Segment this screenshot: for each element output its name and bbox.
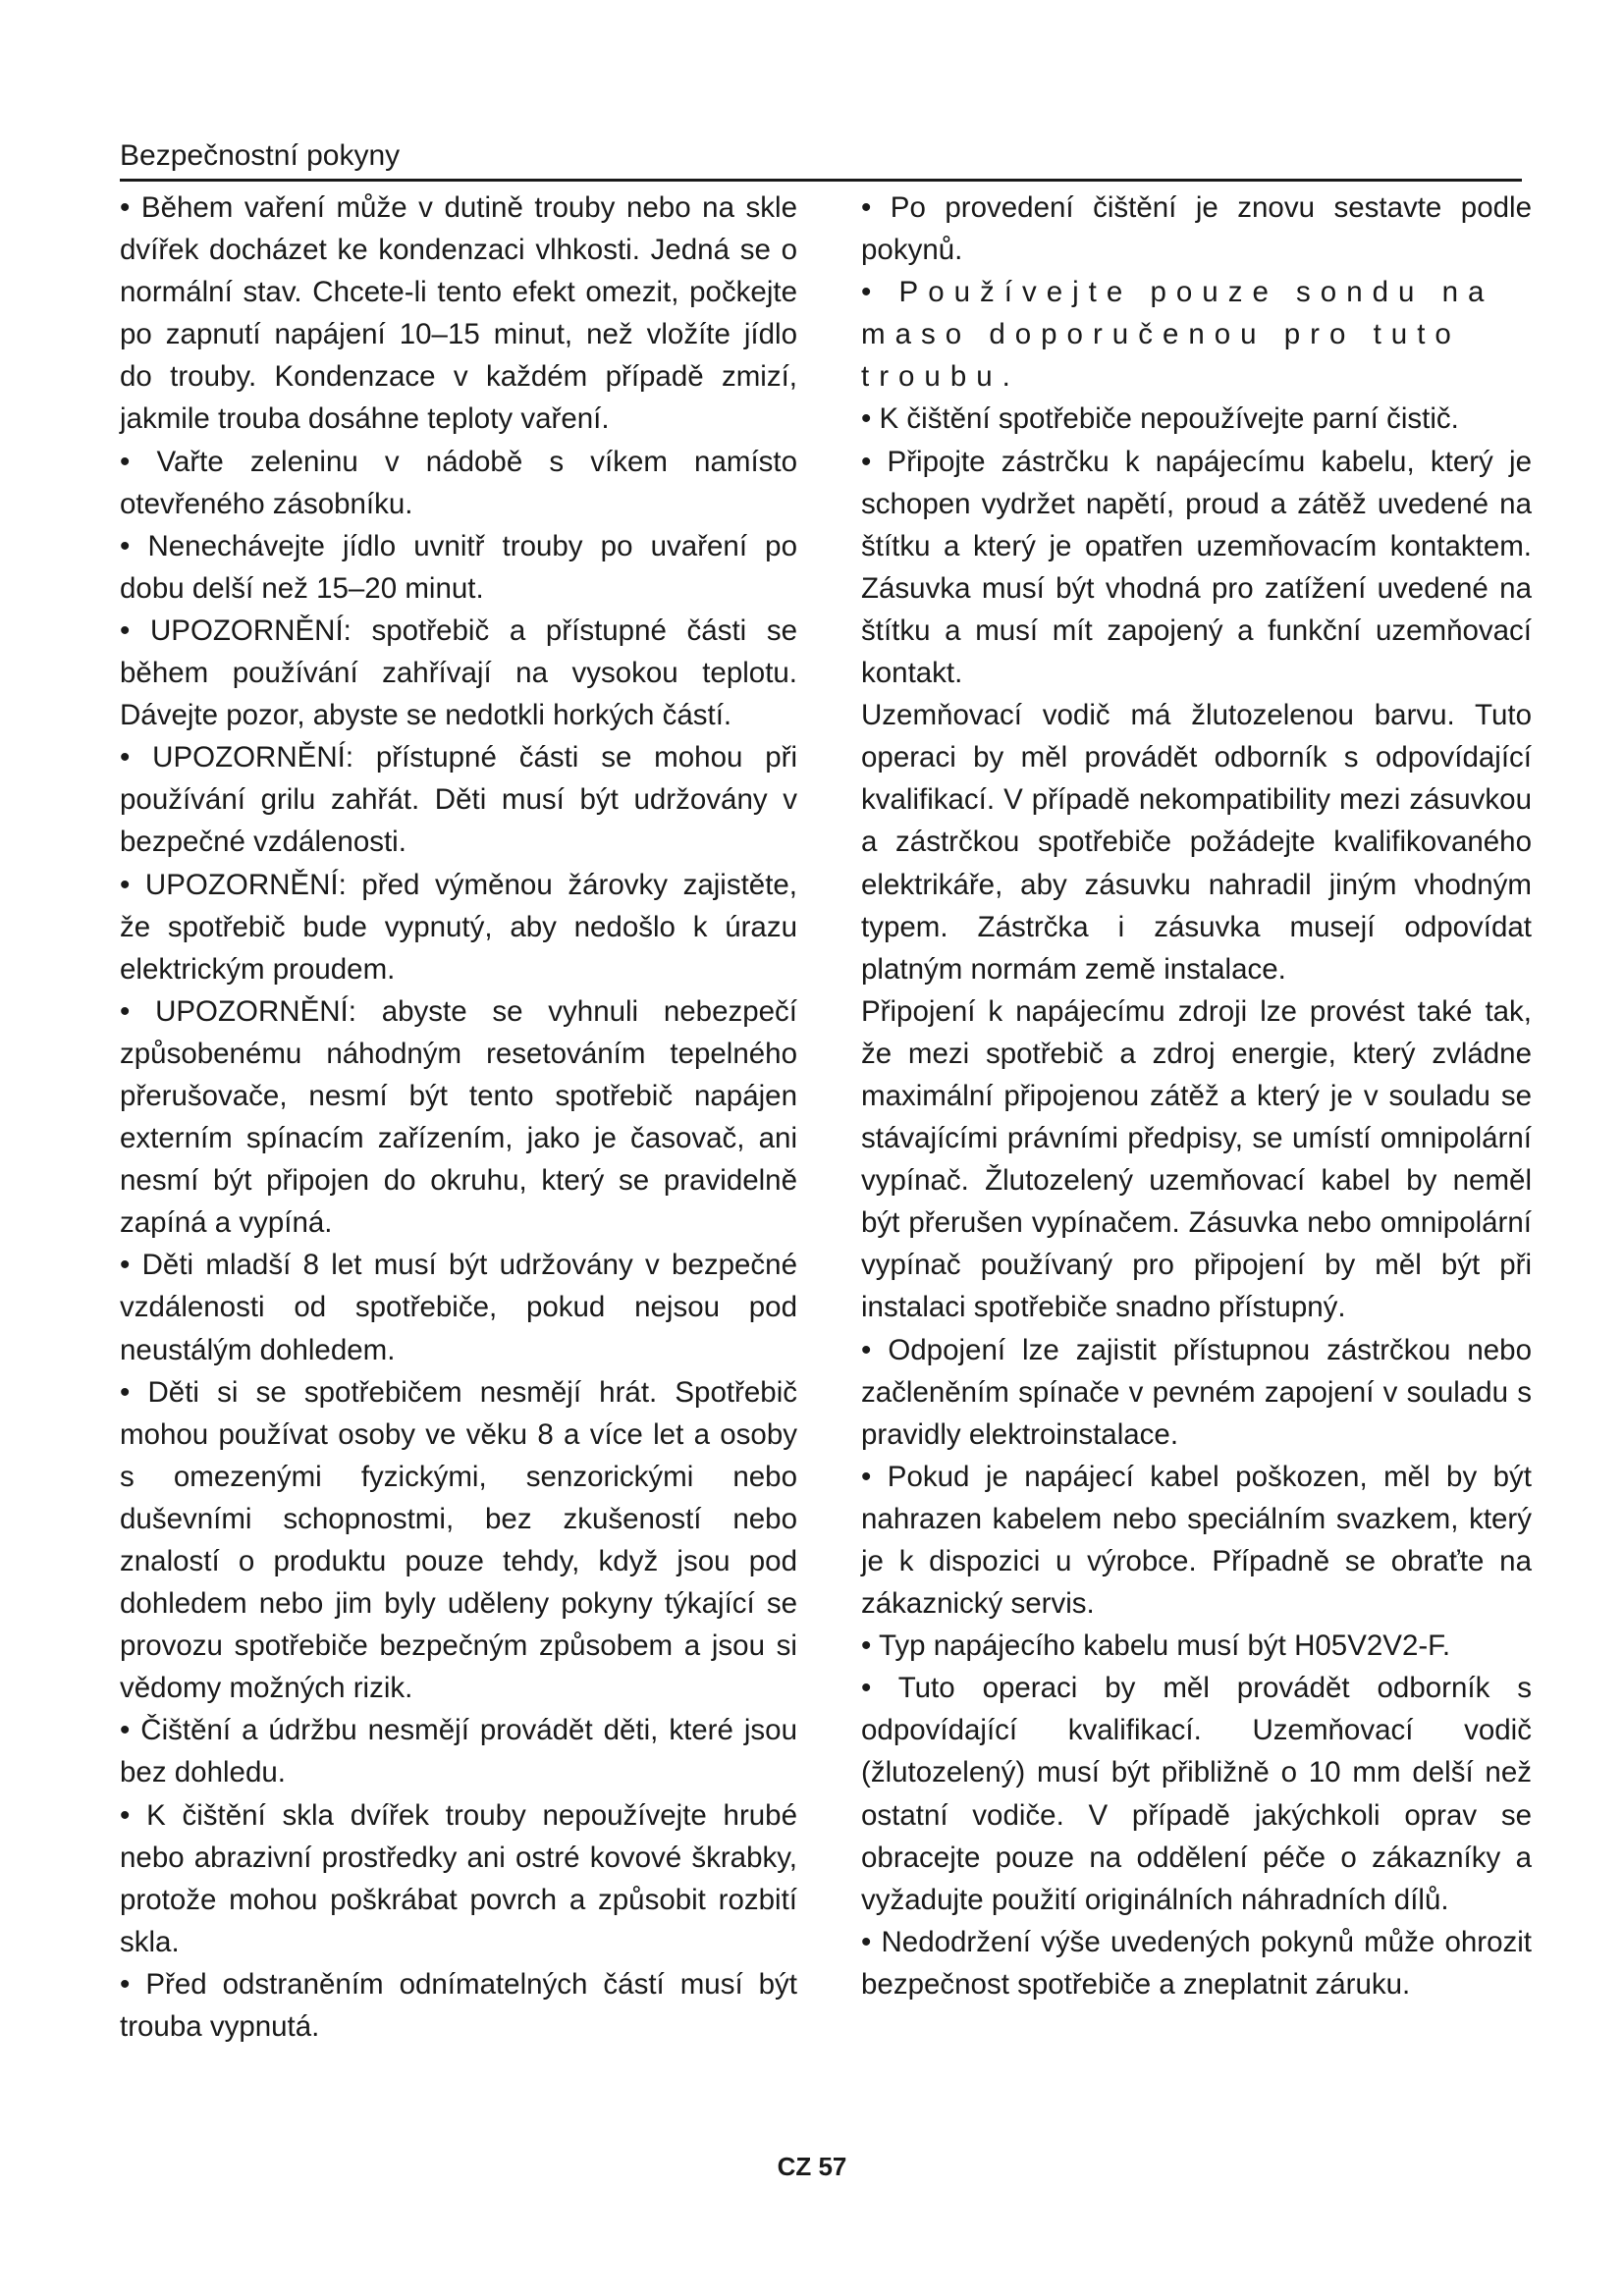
paragraph-disconnection: • Odpojení lze zajistit přístupnou zástrčkou nebo začleněním spínače v pevném zapojení v souladu s pravidly elektroinstalace. (861, 1333, 1532, 1451)
paragraph-condensation: • Během vaření může v dutině trouby nebo na skle dvířek docházet ke kondenzaci vlhkosti. Jedná se o normální stav. Chcete-li tento efekt omezit, počkejte po zapnutí napájení 10–15 minut, než vložíte jídlo do trouby. Kondenzace v každém případě zmizí, jakmile trouba dosáhne teploty vaření. (120, 191, 797, 436)
paragraph-warning-hot-parts: • UPOZORNĚNÍ: spotřebič a přístupné části se během používání zahřívají na vysokou teplotu. Dávejte pozor, abyste se nedotkli horkých částí. (120, 614, 797, 732)
paragraph-warning-thermal-cutout: • UPOZORNĚNÍ: abyste se vyhnuli nebezpečí způsobenému náhodným resetováním tepelného přerušovače, nesmí být tento spotřebič napájen externím spínacím zařízením, jako je časovač, ani nesmí být připojen do okruhu, který se pravidelně zapíná a vypíná. (120, 994, 797, 1240)
paragraph-cleaning-children: • Čištění a údržbu nesmějí provádět děti, které jsou bez dohledu. (120, 1714, 797, 1789)
paragraph-removing-parts: • Před odstraněním odnímatelných částí musí být trouba vypnutá. (120, 1967, 797, 2044)
left-column (120, 187, 797, 2048)
paragraph-door-glass-cleaning: • K čištění skla dvířek trouby nepoužívejte hrubé nebo abrazivní prostředky ani ostré kovové škrabky, protože mohou poškrábat povrch a způsobit rozbití skla. (120, 1798, 797, 1958)
paragraph-non-compliance: • Nedodržení výše uvedených pokynů může ohrozit bezpečnost spotřebiče a zneplatnit záruku. (861, 1925, 1532, 2001)
page-number: CZ 57 (777, 2152, 847, 2181)
section-title: Bezpečnostní pokyny (120, 139, 401, 172)
paragraph-warning-bulb: • UPOZORNĚNÍ: před výměnou žárovky zajistěte, že spotřebič bude vypnutý, aby nedošlo k úrazu elektrickým proudem. (120, 868, 797, 986)
paragraph-meat-probe: • Používejte pouze sondu na maso doporučenou pro tuto troubu. (861, 276, 1494, 394)
paragraph-food-left-inside: • Nenechávejte jídlo uvnitř trouby po uvaření po dobu delší než 15–20 minut. (120, 529, 797, 605)
paragraph-vegetables: • Vařte zeleninu v nádobě s víkem namísto otevřeného zásobníku. (120, 445, 797, 520)
paragraph-warning-grill: • UPOZORNĚNÍ: přístupné části se mohou při používání grilu zahřát. Děti musí být udržovány v bezpečné vzdálenosti. (120, 741, 797, 859)
paragraph-reassemble: • Po provedení čištění je znovu sestavte podle pokynů. (861, 191, 1532, 267)
paragraph-plug-connection: • Připojte zástrčku k napájecímu kabelu, který je schopen vydržet napětí, proud a zátěž uvedené na štítku a který je opatřen uzemňovacím kontaktem. Zásuvka musí být vhodná pro zatížení uvedené na štítku a musí mít zapojený a funkční uzemňovací kontakt. (861, 445, 1532, 690)
right-column (861, 187, 1532, 2005)
section-header (120, 135, 1522, 182)
paragraph-children-play: • Děti si se spotřebičem nesmějí hrát. Spotřebič mohou používat osoby ve věku 8 a více let a osoby s omezenými fyzickými, senzorickými nebo duševními schopnostmi, bez zkušeností nebo znalostí o produktu pouze tehdy, když jsou pod dohledem nebo jim byly uděleny pokyny týkající se provozu spotřebiče bezpečným způsobem a jsou si vědomy možných rizik. (120, 1375, 797, 1705)
paragraph-damaged-cable: • Pokud je napájecí kabel poškozen, měl by být nahrazen kabelem nebo speciálním svazkem, který je k dispozici u výrobce. Případně se obraťte na zákaznický servis. (861, 1460, 1532, 1621)
paragraph-children-under-8: • Děti mladší 8 let musí být udržovány v bezpečné vzdálenosti od spotřebiče, pokud nejsou pod neustálým dohledem. (120, 1249, 797, 1366)
paragraph-earth-wire: Uzemňovací vodič má žlutozelenou barvu. Tuto operaci by měl provádět odborník s odpovídající kvalifikací. V případě nekompatibility mezi zásuvkou a zástrčkou spotřebiče požádejte kvalifikovaného elektrikáře, aby zásuvku nahradil jiným vhodným typem. Zástrčka i zásuvka musejí odpovídat platným normám země instalace. (861, 699, 1532, 986)
paragraph-omnipolar-switch: Připojení k napájecímu zdroji lze provést také tak, že mezi spotřebič a zdroj energie, který zvládne maximální připojenou zátěž a který je v souladu se stávajícími právními předpisy, se umístí omnipolární vypínač. Žlutozelený uzemňovací kabel by neměl být přerušen vypínačem. Zásuvka nebo omnipolární vypínač používaný pro připojení by měl být při instalaci spotřebiče snadno přístupný. (861, 994, 1532, 1324)
paragraph-cable-type: • Typ napájecího kabelu musí být H05V2V2-F. (861, 1629, 1451, 1663)
paragraph-steam-cleaner: • K čištění spotřebiče nepoužívejte parní čistič. (861, 402, 1459, 436)
paragraph-qualified-person: • Tuto operaci by měl provádět odborník s odpovídající kvalifikací. Uzemňovací vodič (žlutozelený) musí být přibližně o 10 mm delší než ostatní vodiče. V případě jakýchkoli oprav se obracejte pouze na oddělení péče o zákazníky a vyžadujte použití originálních náhradních dílů. (861, 1672, 1532, 1916)
